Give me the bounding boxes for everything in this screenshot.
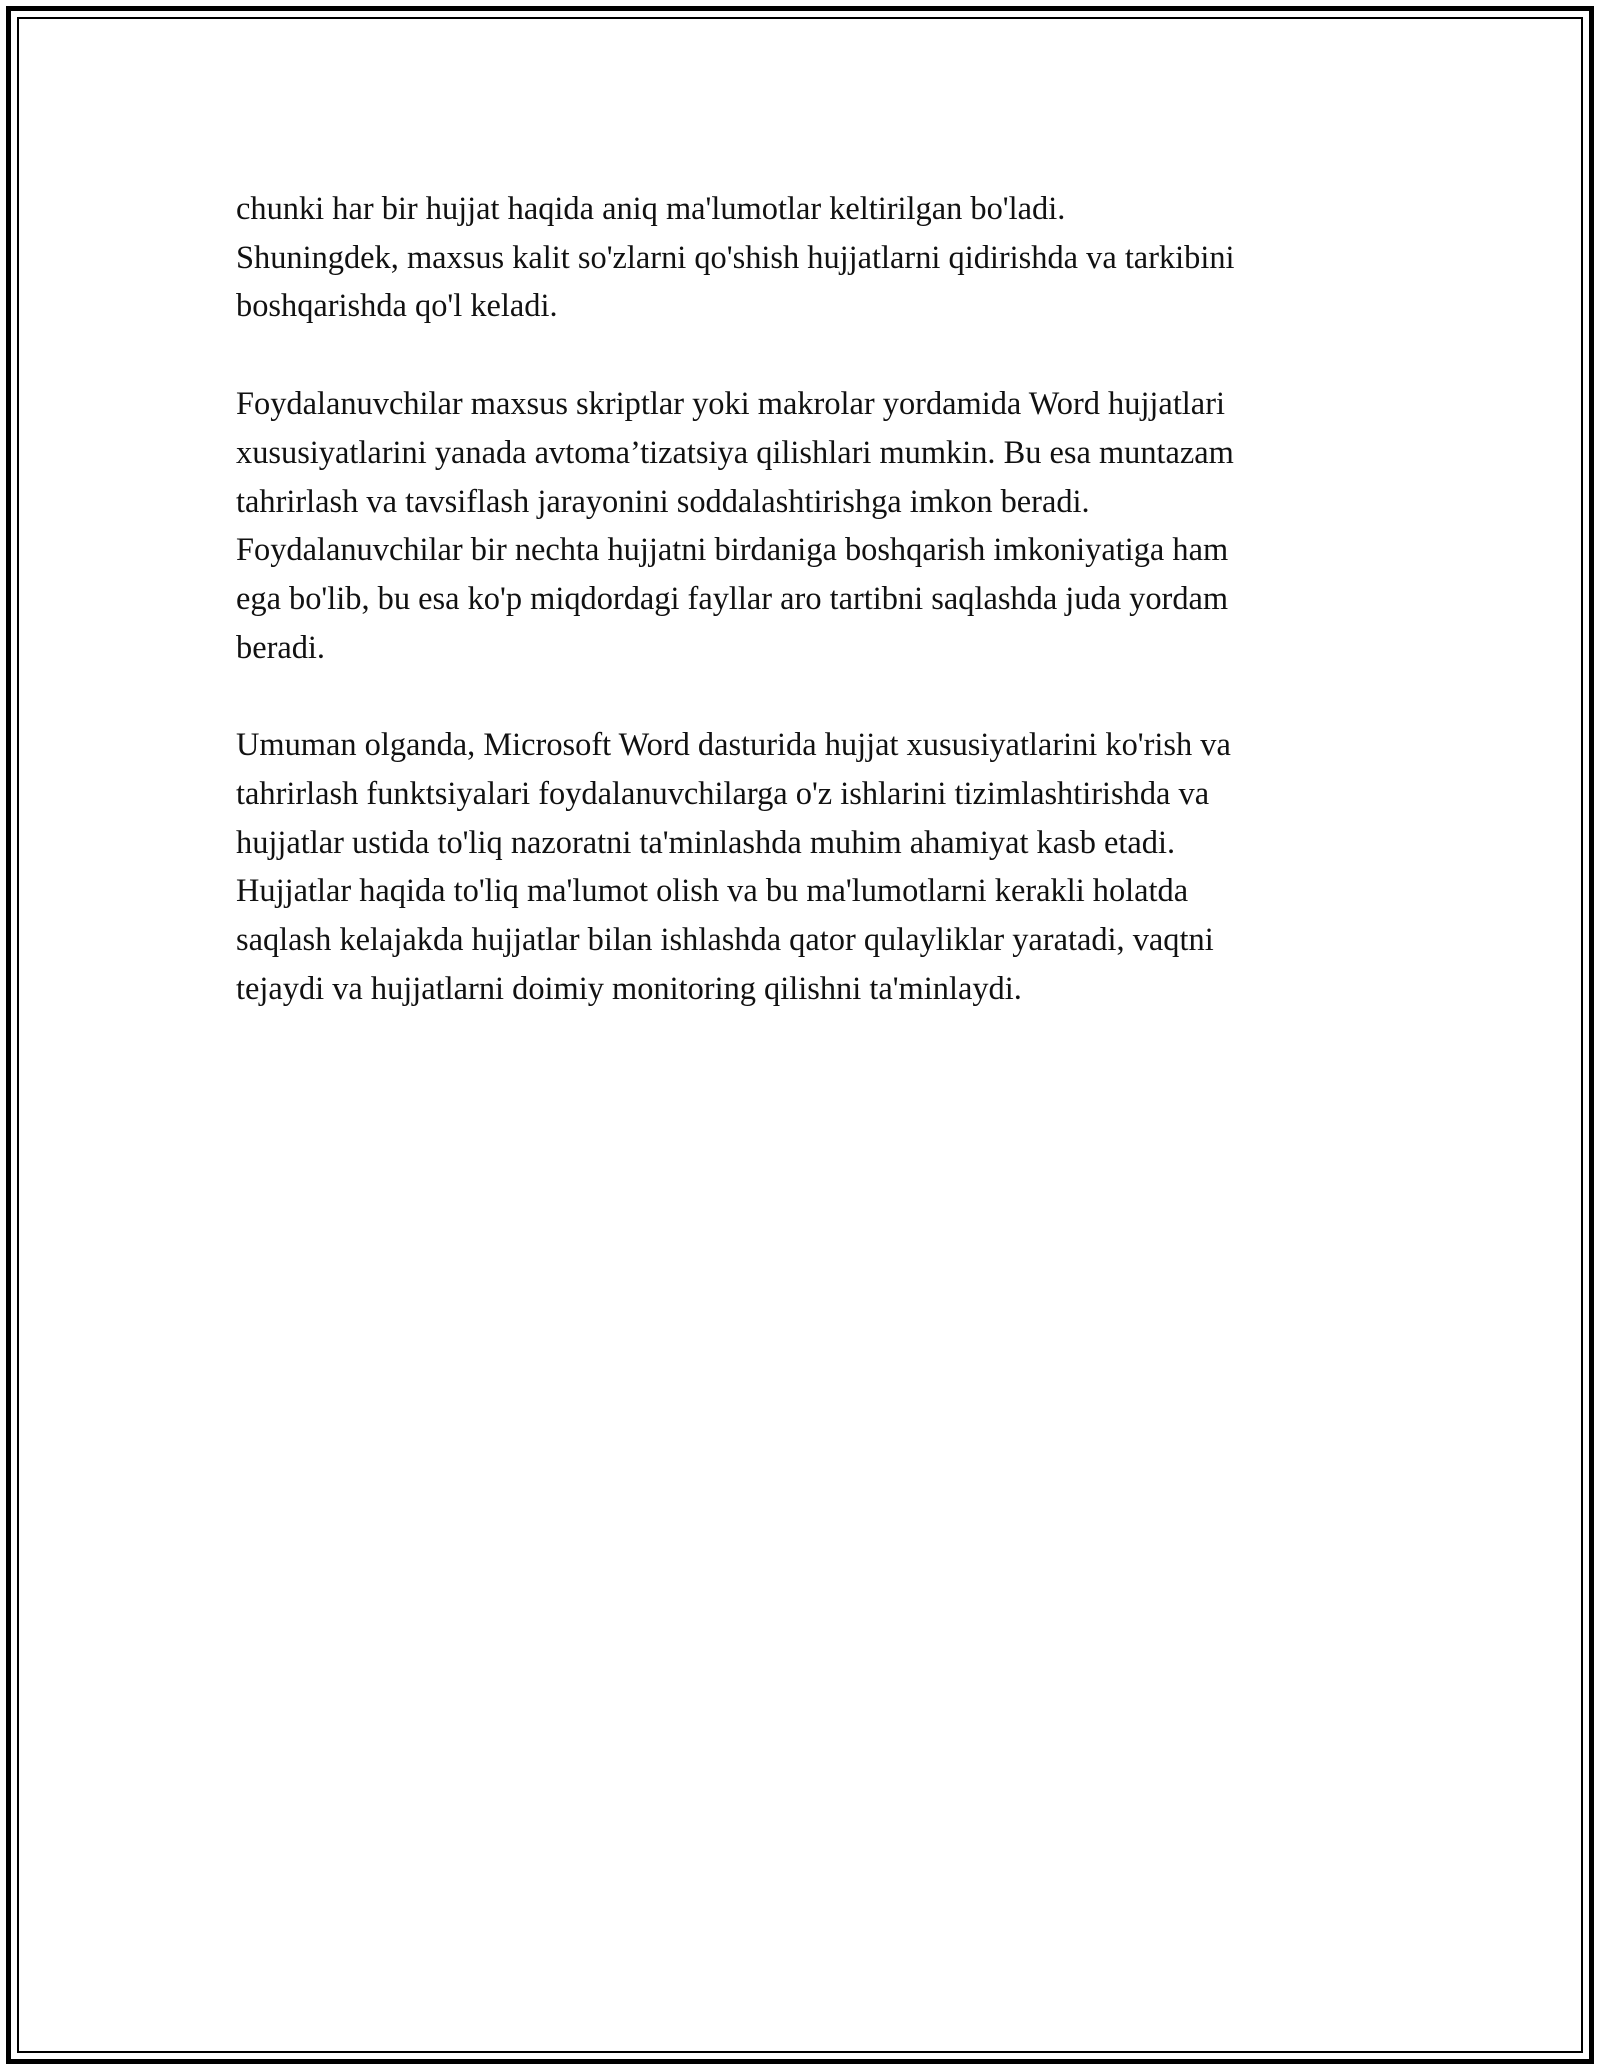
text-line: beradi. <box>236 629 326 666</box>
document-body <box>236 185 1376 1063</box>
text-line: hujjatlar ustida to'liq nazoratni ta'minlashda muhim ahamiyat kasb etadi. <box>236 824 1176 861</box>
text-line: Hujjatlar haqida to'liq ma'lumot olish va bu ma'lumotlarni kerakli holatda <box>236 873 1189 910</box>
paragraph-2 <box>236 380 1376 672</box>
text-line: Umuman olganda, Microsoft Word dasturida hujjat xususiyatlarini ko'rish va <box>236 727 1231 764</box>
text-line: tejaydi va hujjatlarni doimiy monitoring qilishni ta'minlaydi. <box>236 970 1022 1007</box>
text-line: tahrirlash funktsiyalari foydalanuvchilarga o'z ishlarini tizimlashtirishda va <box>236 776 1210 813</box>
text-line: Foydalanuvchilar maxsus skriptlar yoki makrolar yordamida Word hujjatlari <box>236 386 1225 423</box>
text-line: ega bo'lib, bu esa ko'p miqdordagi fayllar aro tartibni saqlashda juda yordam <box>236 580 1229 617</box>
text-line: chunki har bir hujjat haqida aniq ma'lumotlar keltirilgan bo'ladi. <box>236 191 1066 227</box>
text-line: Foydalanuvchilar bir nechta hujjatni birdaniga boshqarish imkoniyatiga ham <box>236 532 1229 569</box>
text-line: tahrirlash va tavsiflash jarayonini soddalashtirishga imkon beradi. <box>236 483 1090 520</box>
text-line: xususiyatlarini yanada avtoma’tizatsiya qilishlari mumkin. Bu esa muntazam <box>236 434 1234 471</box>
text-line: saqlash kelajakda hujjatlar bilan ishlashda qator qulayliklar yaratadi, vaqtni <box>236 922 1214 959</box>
text-line: boshqarishda qo'l keladi. <box>236 288 558 325</box>
paragraph-3 <box>236 721 1376 1013</box>
paragraph-1 <box>236 185 1376 331</box>
text-line: Shuningdek, maxsus kalit so'zlarni qo'shish hujjatlarni qidirishda va tarkibini <box>236 239 1235 276</box>
